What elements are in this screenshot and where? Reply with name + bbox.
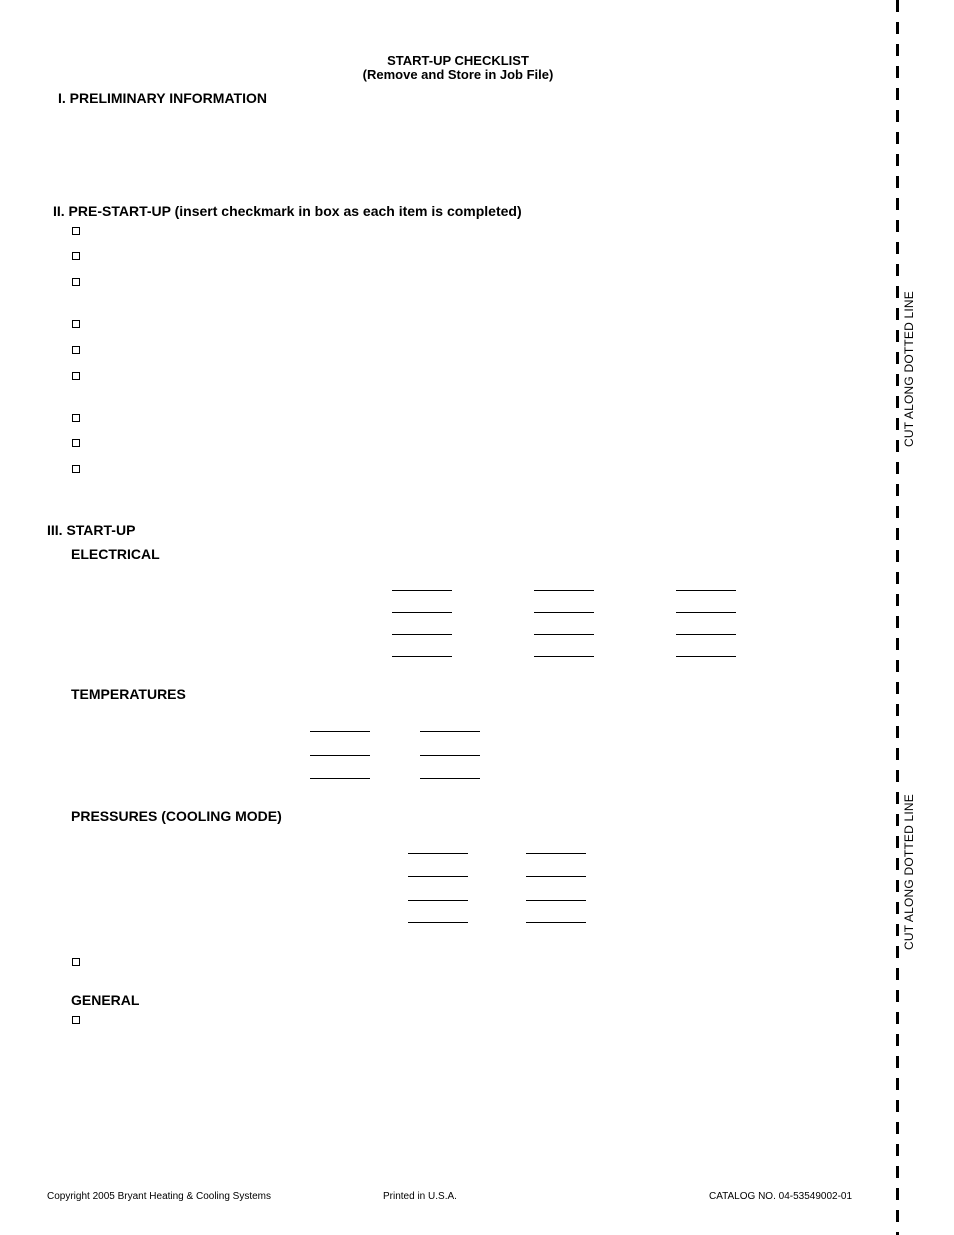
general-checkbox[interactable] (72, 1016, 80, 1024)
general-heading: GENERAL (71, 992, 140, 1008)
section-startup-heading: III. START-UP (47, 522, 136, 538)
electrical-blank-r4-c1[interactable] (392, 656, 452, 657)
prestartup-checkbox-6[interactable] (72, 372, 80, 380)
cut-line-label-lower: CUT ALONG DOTTED LINE (902, 793, 916, 950)
prestartup-checkbox-8[interactable] (72, 439, 80, 447)
pressures-blank-r4-c2[interactable] (526, 922, 586, 923)
pressures-blank-r1-c2[interactable] (526, 853, 586, 854)
title-line-1: START-UP CHECKLIST (387, 53, 529, 68)
electrical-blank-r3-c1[interactable] (392, 634, 452, 635)
cut-line (896, 0, 899, 1235)
pressures-blank-r2-c2[interactable] (526, 876, 586, 877)
section-preliminary-heading: I. PRELIMINARY INFORMATION (58, 90, 267, 106)
pressures-blank-r4-c1[interactable] (408, 922, 468, 923)
temperatures-blank-r2-c2[interactable] (420, 755, 480, 756)
electrical-blank-r4-c3[interactable] (676, 656, 736, 657)
pressures-blank-r3-c2[interactable] (526, 900, 586, 901)
prestartup-checkbox-7[interactable] (72, 414, 80, 422)
pressures-blank-r1-c1[interactable] (408, 853, 468, 854)
pressures-heading: PRESSURES (COOLING MODE) (71, 808, 282, 824)
pressures-checkbox[interactable] (72, 958, 80, 966)
electrical-blank-r1-c2[interactable] (534, 590, 594, 591)
prestartup-checkbox-4[interactable] (72, 320, 80, 328)
footer-catalog: CATALOG NO. 04-53549002-01 (709, 1191, 853, 1202)
temperatures-blank-r2-c1[interactable] (310, 755, 370, 756)
temperatures-blank-r3-c1[interactable] (310, 778, 370, 779)
electrical-blank-r2-c3[interactable] (676, 612, 736, 613)
electrical-blank-r2-c1[interactable] (392, 612, 452, 613)
electrical-heading: ELECTRICAL (71, 546, 160, 562)
temperatures-blank-r1-c1[interactable] (310, 731, 370, 732)
prestartup-checkbox-3[interactable] (72, 278, 80, 286)
pressures-blank-r3-c1[interactable] (408, 900, 468, 901)
prestartup-checkbox-9[interactable] (72, 465, 80, 473)
cut-line-label-upper: CUT ALONG DOTTED LINE (902, 290, 916, 447)
temperatures-blank-r3-c2[interactable] (420, 778, 480, 779)
electrical-blank-r3-c3[interactable] (676, 634, 736, 635)
prestartup-checkbox-2[interactable] (72, 252, 80, 260)
section-prestartup-heading: II. PRE-START-UP (insert checkmark in box as each item is completed) (53, 203, 522, 219)
pressures-blank-r2-c1[interactable] (408, 876, 468, 877)
prestartup-checkbox-1[interactable] (72, 227, 80, 235)
page-title (258, 54, 658, 82)
electrical-blank-r1-c3[interactable] (676, 590, 736, 591)
electrical-blank-r1-c1[interactable] (392, 590, 452, 591)
title-line-2: (Remove and Store in Job File) (362, 67, 554, 82)
electrical-blank-r2-c2[interactable] (534, 612, 594, 613)
footer-copyright: Copyright 2005 Bryant Heating & Cooling Systems (47, 1191, 272, 1202)
temperatures-blank-r1-c2[interactable] (420, 731, 480, 732)
electrical-blank-r3-c2[interactable] (534, 634, 594, 635)
footer-printed: Printed in U.S.A. (383, 1191, 457, 1202)
electrical-blank-r4-c2[interactable] (534, 656, 594, 657)
prestartup-checkbox-5[interactable] (72, 346, 80, 354)
temperatures-heading: TEMPERATURES (71, 686, 186, 702)
